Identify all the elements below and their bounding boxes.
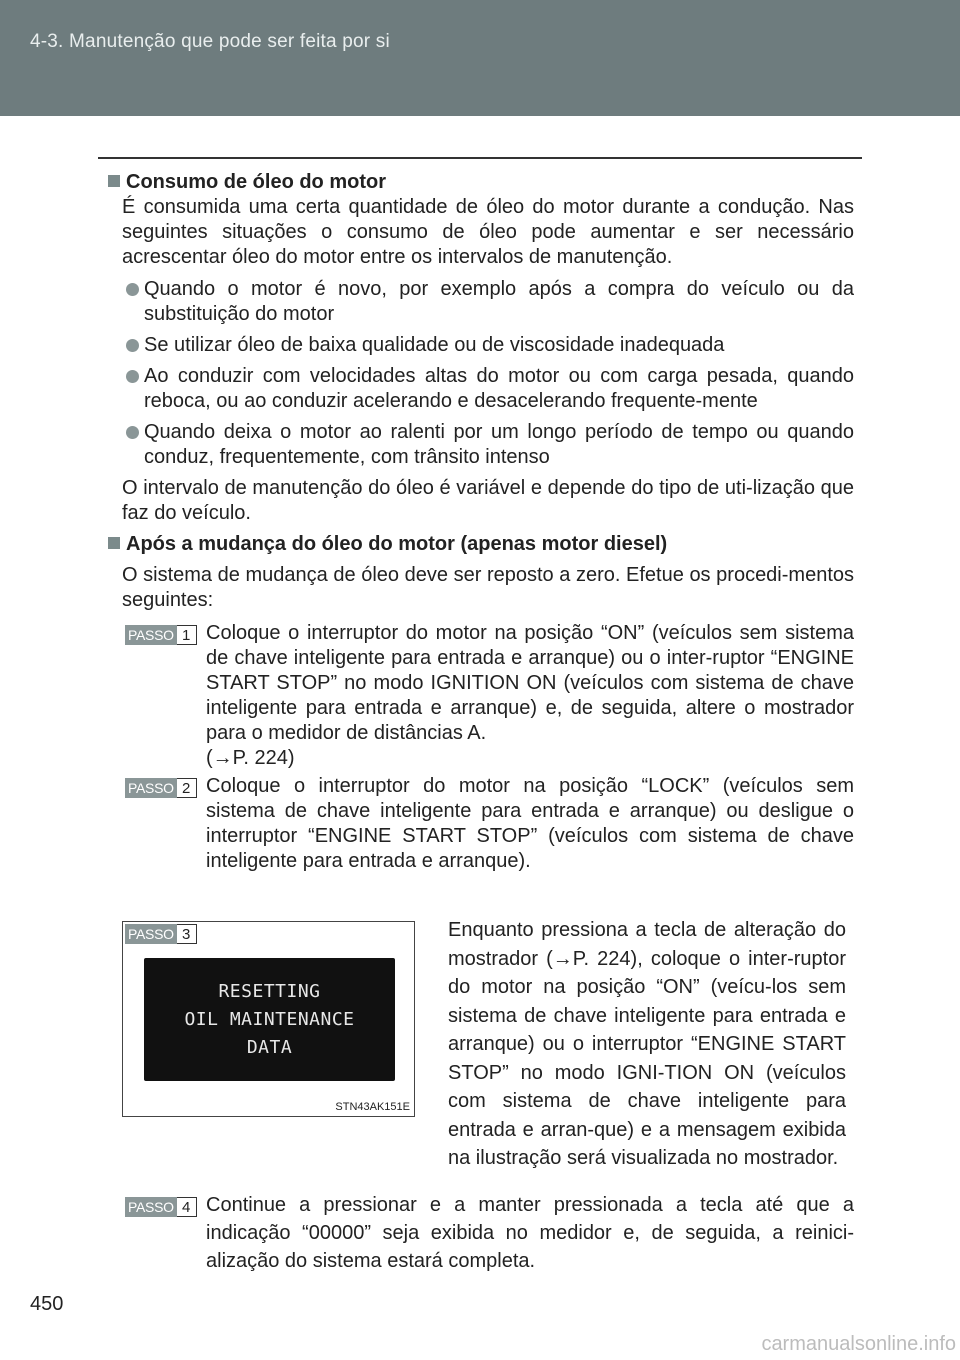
display-illustration bbox=[122, 921, 415, 1117]
page-number: 450 bbox=[30, 1293, 64, 1315]
figure-code: STN43AK151E bbox=[335, 1101, 410, 1113]
list-item: Ao conduzir com velocidades altas do motor ou com carga pesada, quando reboca, ou ao conduzir acelerando e desacelerando frequente-mente bbox=[108, 364, 854, 414]
display-line: DATA bbox=[246, 1036, 293, 1058]
step-badge: PASSO 2 bbox=[125, 778, 197, 798]
circle-bullet-icon bbox=[126, 370, 139, 383]
section-intro: É consumida uma certa quantidade de óleo do motor durante a condução. Nas seguintes situações o consumo de óleo pode aumentar e ser necessário acrescentar óleo do motor entre os intervalos de manutenção. bbox=[122, 196, 854, 268]
chapter-title: 4-3. Manutenção que pode ser feita por si bbox=[30, 31, 390, 52]
circle-bullet-icon bbox=[126, 339, 139, 352]
step-badge: PASSO 3 bbox=[125, 924, 197, 944]
circle-bullet-icon bbox=[126, 426, 139, 439]
list-item: Se utilizar óleo de baixa qualidade ou de viscosidade inadequada bbox=[108, 333, 854, 358]
step-2: PASSO 2 Coloque o interruptor do motor na posição “LOCK” (veículos sem sistema de chave inteligente para entrada e arranque) ou desligue o interruptor “ENGINE START STOP” (veículos com sistema de chave inteligente para entrada e arranque). bbox=[108, 774, 854, 874]
step-3-text: Enquanto pressiona a tecla de alteração do mostrador (→P. 224), coloque o inter-ruptor do motor na posição “ON” (veícu-los sem sistema de chave inteligente para entrada e arranque) ou o interruptor “ENGINE START STOP” no modo IGNI-TION ON (veículos com sistema de chave inteligente para entrada e arran-que) e a mensagem exibida na ilustração será visualizada no mostrador. bbox=[448, 919, 846, 1169]
display-line: OIL MAINTENANCE bbox=[184, 1008, 355, 1030]
list-item: Quando deixa o motor ao ralenti por um longo período de tempo ou quando conduz, frequentemente, com trânsito intenso bbox=[108, 420, 854, 470]
step-badge: PASSO 4 bbox=[125, 1197, 197, 1217]
page-content-bottom bbox=[108, 1191, 854, 1275]
header-rule bbox=[98, 157, 862, 159]
display-screen bbox=[144, 958, 395, 1081]
display-line: RESETTING bbox=[218, 980, 321, 1002]
circle-bullet-icon bbox=[126, 283, 139, 296]
chapter-header bbox=[0, 0, 960, 116]
square-bullet-icon bbox=[108, 537, 120, 549]
square-bullet-icon bbox=[108, 175, 120, 187]
list-item: Quando o motor é novo, por exemplo após a compra do veículo ou da substituição do motor bbox=[108, 277, 854, 327]
step-1: PASSO 1 Coloque o interruptor do motor na posição “ON” (veículos sem sistema de chave inteligente para entrada e arranque) ou o inter-ruptor “ENGINE START STOP” no modo IGNITION ON (veículos com sistema de chave inteligente para entrada e arranque) e, de seguida, altere o mostrador para o medidor de distâncias A. (→P. 224) bbox=[108, 621, 854, 771]
section-intro: O sistema de mudança de óleo deve ser reposto a zero. Efetue os procedi-mentos seguintes: bbox=[122, 564, 854, 611]
watermark: carmanualsonline.info bbox=[761, 1333, 956, 1355]
page-content bbox=[108, 170, 854, 874]
section-heading: Após a mudança do óleo do motor (apenas motor diesel) bbox=[108, 532, 854, 557]
step-4: PASSO 4 Continue a pressionar e a manter pressionada a tecla até que a indicação “00000” seja exibida no medidor e, de seguida, a reinici-alização do sistema estará completa. bbox=[108, 1191, 854, 1275]
section-heading: Consumo de óleo do motor bbox=[108, 170, 854, 195]
section-outro: O intervalo de manutenção do óleo é variável e depende do tipo de uti-lização que faz do veículo. bbox=[122, 477, 854, 524]
step-badge: PASSO 1 bbox=[125, 625, 197, 645]
